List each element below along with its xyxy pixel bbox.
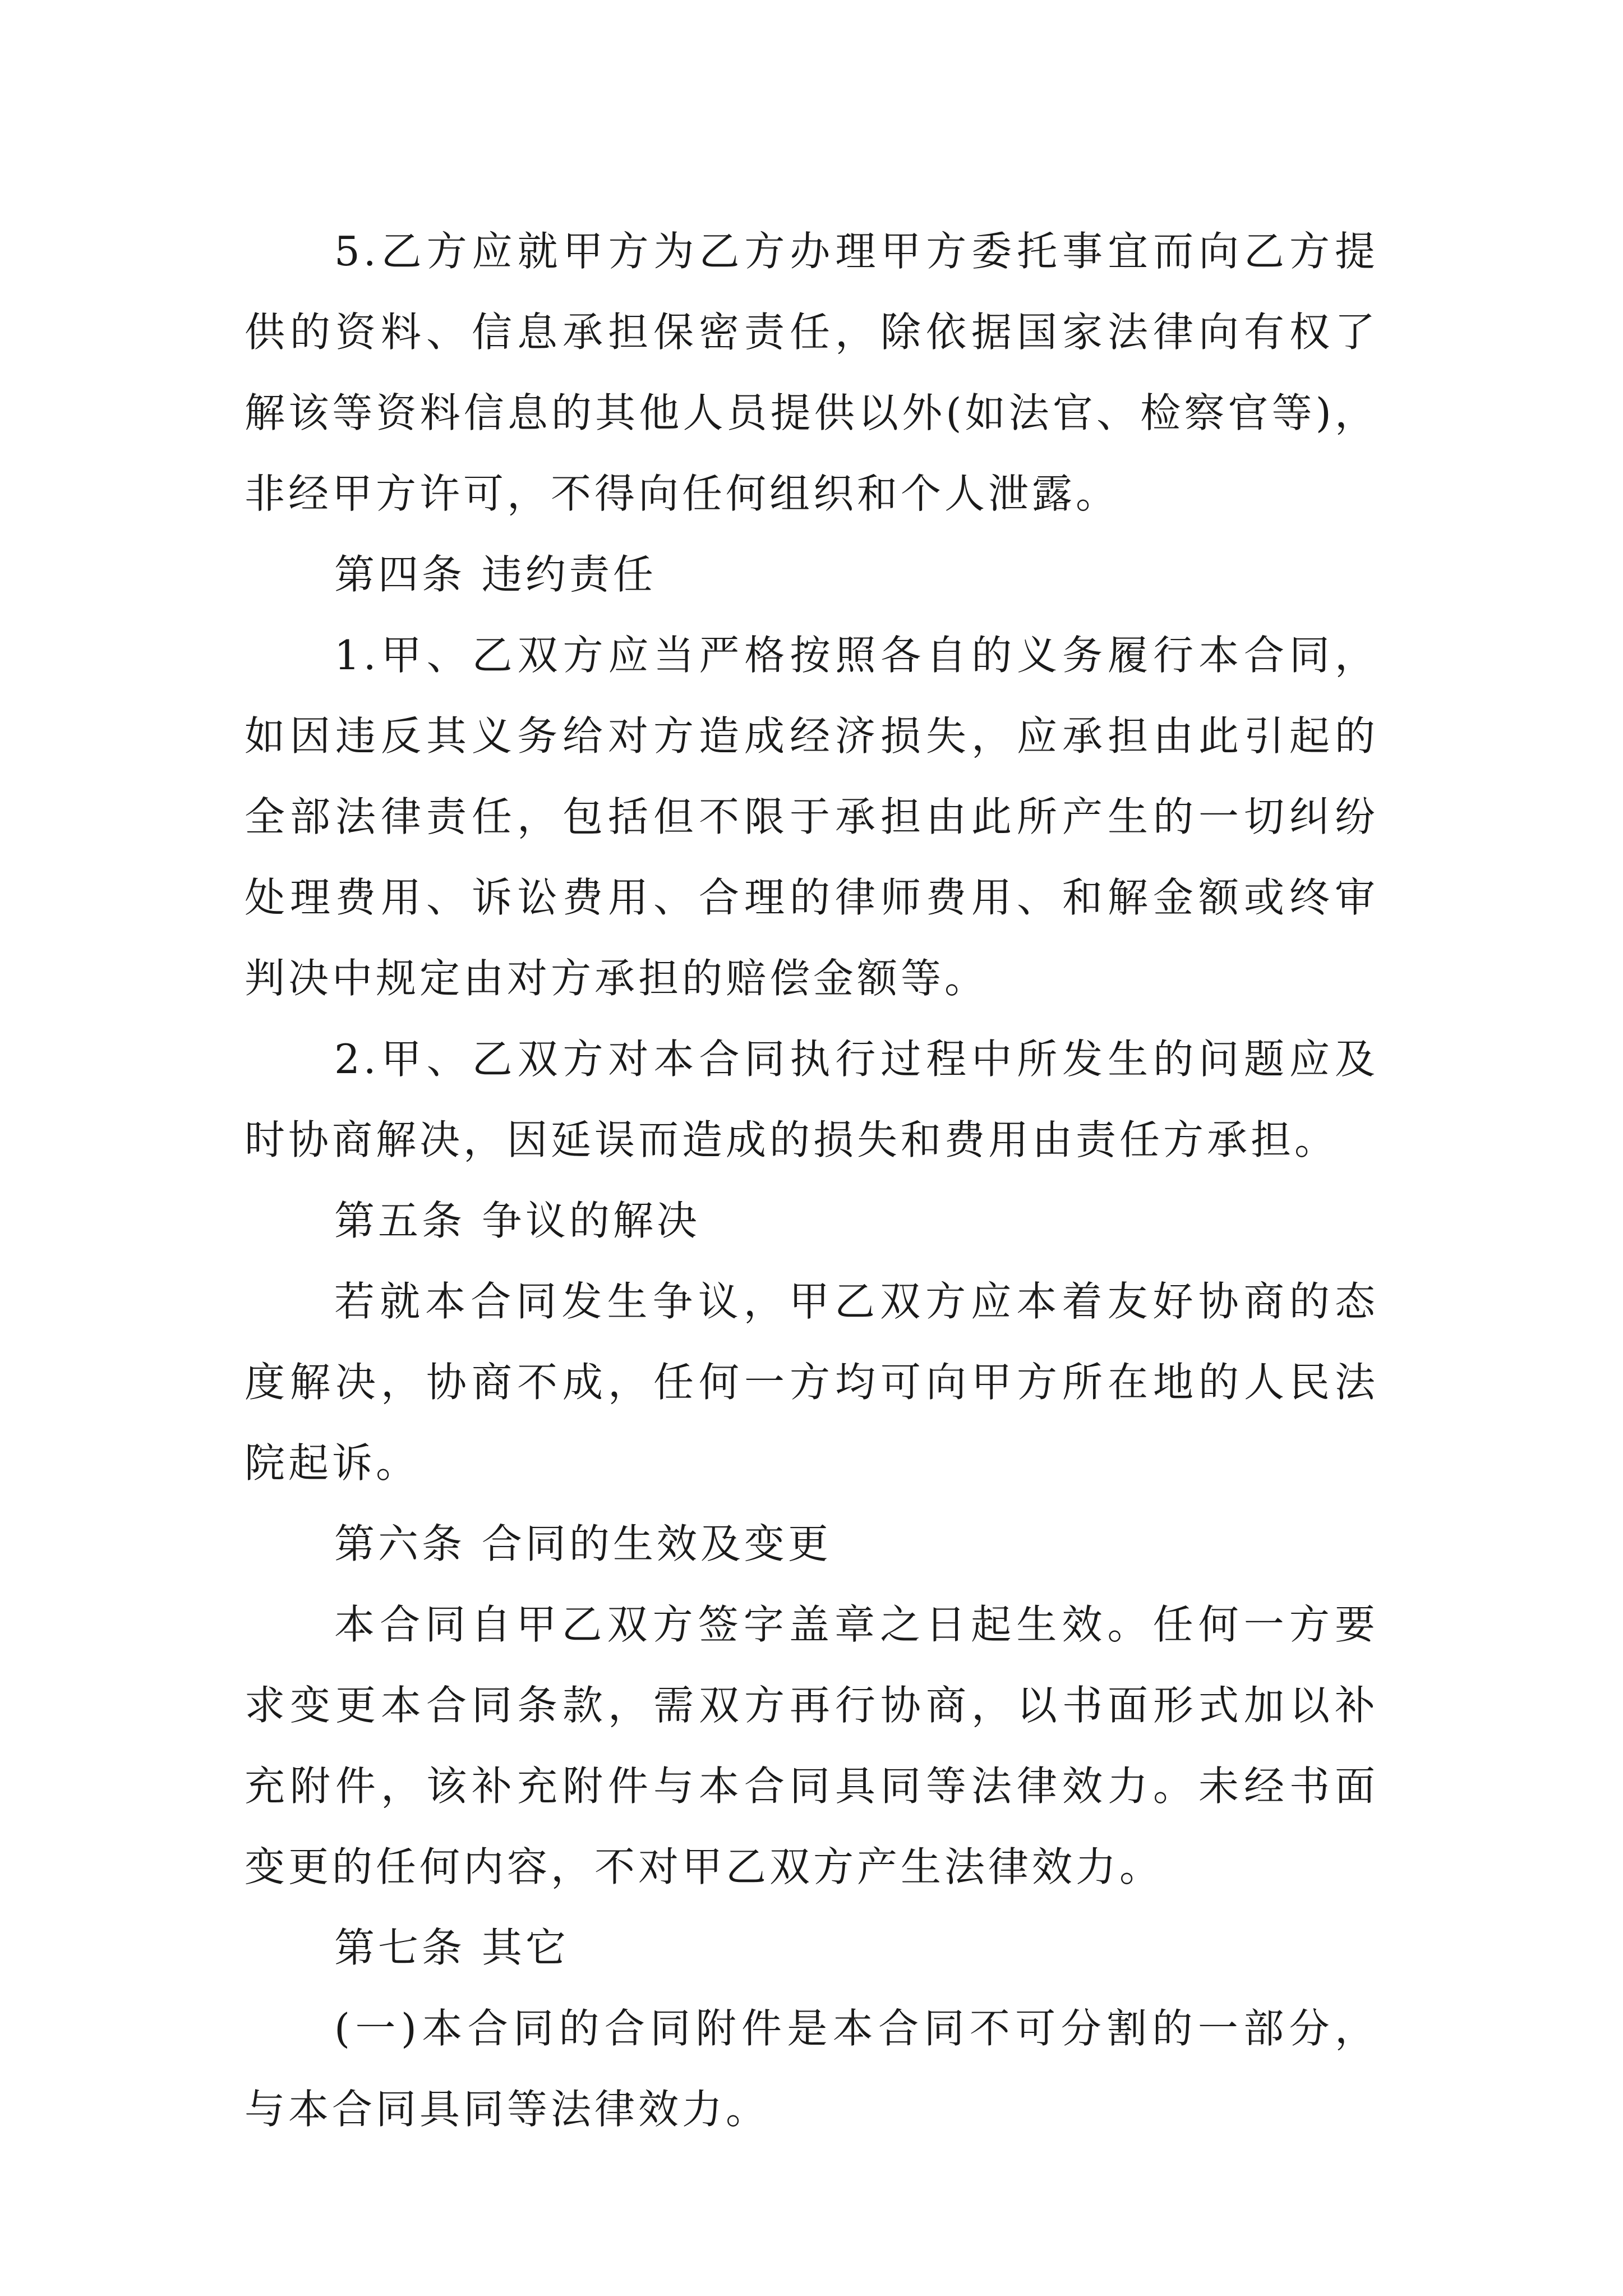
article-6-text: 本合同自甲乙双方签字盖章之日起生效。任何一方要求变更本合同条款，需双方再行协商，以书面形式加以补充附件，该补充附件与本合同具同等法律效力。未经书面变更的任何内容，不对甲乙双方产生法律效力。 bbox=[245, 1601, 1378, 1890]
article-5-heading: 第五条 争议的解决 bbox=[334, 1197, 700, 1244]
article-7-heading: 第七条 其它 bbox=[334, 1924, 569, 1971]
document-body bbox=[245, 211, 1378, 2150]
clause-3-item-5: 5.乙方应就甲方为乙方办理甲方委托事宜而向乙方提供的资料、信息承担保密责任，除依据国家法律向有权了解该等资料信息的其他人员提供以外(如法官、检察官等)，非经甲方许可，不得向任何组织和个人泄露。 bbox=[245, 228, 1378, 517]
article-7-item-1: (一)本合同的合同附件是本合同不可分割的一部分，与本合同具同等法律效力。 bbox=[245, 2005, 1378, 2133]
article-6-heading: 第六条 合同的生效及变更 bbox=[334, 1520, 832, 1567]
article-4-item-2: 2.甲、乙双方对本合同执行过程中所发生的问题应及时协商解决，因延误而造成的损失和费用由责任方承担。 bbox=[245, 1036, 1378, 1163]
article-5-text: 若就本合同发生争议，甲乙双方应本着友好协商的态度解决，协商不成，任何一方均可向甲方所在地的人民法院起诉。 bbox=[245, 1278, 1378, 1487]
article-4-item-1: 1.甲、乙双方应当严格按照各自的义务履行本合同，如因违反其义务给对方造成经济损失，应承担由此引起的全部法律责任，包括但不限于承担由此所产生的一切纠纷处理费用、诉讼费用、合理的律师费用、和解金额或终审判决中规定由对方承担的赔偿金额等。 bbox=[245, 632, 1378, 1002]
article-4-heading: 第四条 违约责任 bbox=[334, 551, 657, 598]
